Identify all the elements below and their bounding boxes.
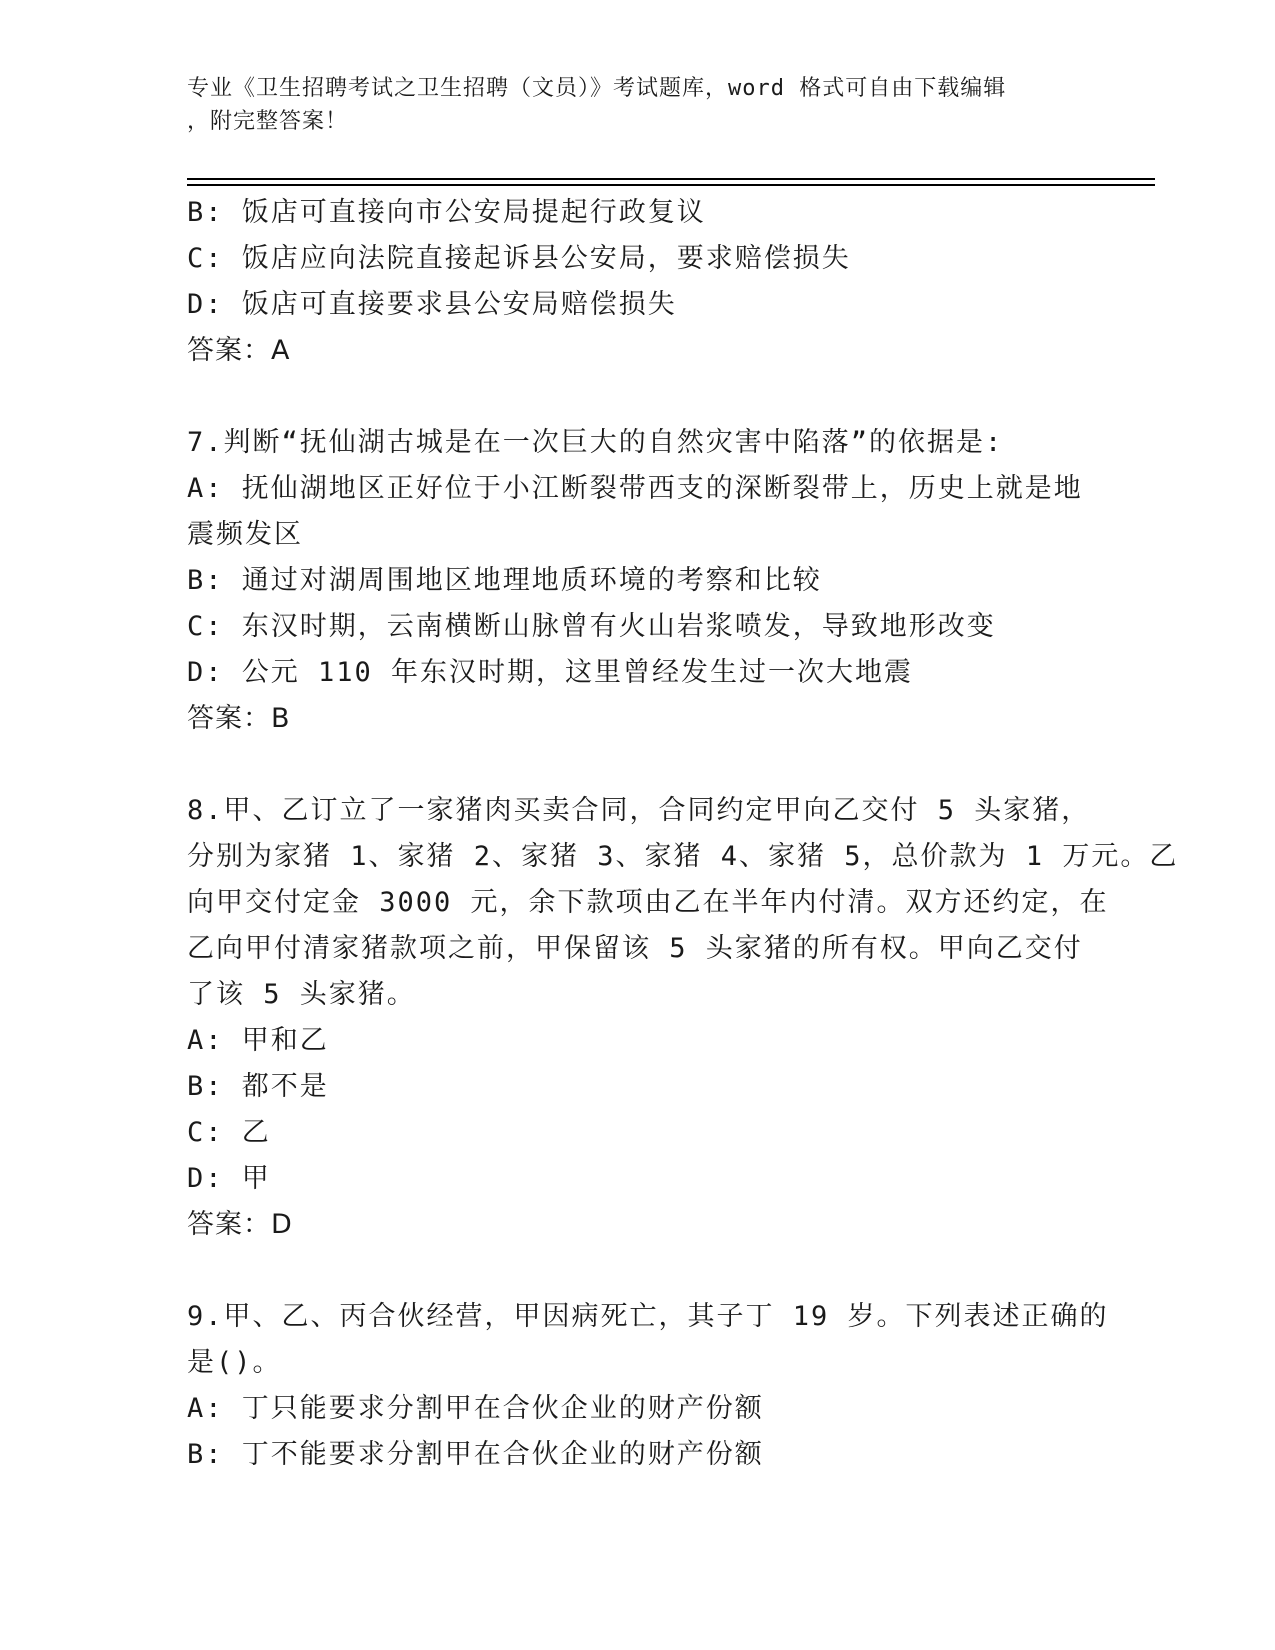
question-text: 7.判断“抚仙湖古城是在一次巨大的自然灾害中陷落”的依据是: xyxy=(187,427,1004,458)
document-body xyxy=(187,190,1179,1478)
question-9 xyxy=(187,1294,1109,1478)
question-6-options xyxy=(187,190,1087,374)
answer: 答案：B xyxy=(187,703,291,734)
option-a-continued: 震频发区 xyxy=(187,519,303,550)
header-rule-top xyxy=(187,178,1155,180)
header-rule-bottom xyxy=(187,184,1155,186)
spacer xyxy=(187,374,1087,420)
answer: 答案：A xyxy=(187,335,291,366)
question-text: 8.甲、乙订立了一家猪肉买卖合同，合同约定甲向乙交付 5 头家猪， xyxy=(187,795,1091,826)
option-d: D: 饭店可直接要求县公安局赔偿损失 xyxy=(187,289,677,320)
option-d: D: 甲 xyxy=(187,1163,271,1194)
header-line-2: ，附完整答案！ xyxy=(187,109,349,134)
option-a: A: 丁只能要求分割甲在合伙企业的财产份额 xyxy=(187,1393,764,1424)
option-b: B: 丁不能要求分割甲在合伙企业的财产份额 xyxy=(187,1439,764,1470)
option-b: B: 都不是 xyxy=(187,1071,329,1102)
option-a: A: 甲和乙 xyxy=(187,1025,329,1056)
question-text: 分别为家猪 1、家猪 2、家猪 3、家猪 4、家猪 5，总价款为 1 万元。乙 xyxy=(187,841,1179,872)
option-c: C: 乙 xyxy=(187,1117,271,1148)
question-text: 了该 5 头家猪。 xyxy=(187,979,416,1010)
option-c: C: 东汉时期，云南横断山脉曾有火山岩浆喷发，导致地形改变 xyxy=(187,611,996,642)
option-b: B: 通过对湖周围地区地理地质环境的考察和比较 xyxy=(187,565,822,596)
spacer xyxy=(187,1248,1087,1294)
question-text: 向甲交付定金 3000 元，余下款项由乙在半年内付清。双方还约定，在 xyxy=(187,887,1109,918)
question-text: 是()。 xyxy=(187,1347,282,1378)
answer: 答案：D xyxy=(187,1209,293,1240)
question-7 xyxy=(187,420,1087,742)
option-d: D: 公元 110 年东汉时期，这里曾经发生过一次大地震 xyxy=(187,657,914,688)
header-line-1: 专业《卫生招聘考试之卫生招聘（文员）》考试题库，word 格式可自由下载编辑 xyxy=(187,76,1007,101)
option-a: A: 抚仙湖地区正好位于小江断裂带西支的深断裂带上，历史上就是地 xyxy=(187,473,1083,504)
question-8 xyxy=(187,788,1179,1248)
option-b: B: 饭店可直接向市公安局提起行政复议 xyxy=(187,197,706,228)
question-text: 乙向甲付清家猪款项之前，甲保留该 5 头家猪的所有权。甲向乙交付 xyxy=(187,933,1083,964)
spacer xyxy=(187,742,1087,788)
document-header xyxy=(187,72,1067,138)
question-text: 9.甲、乙、丙合伙经营，甲因病死亡，其子丁 19 岁。下列表述正确的 xyxy=(187,1301,1109,1332)
option-c: C: 饭店应向法院直接起诉县公安局，要求赔偿损失 xyxy=(187,243,851,274)
